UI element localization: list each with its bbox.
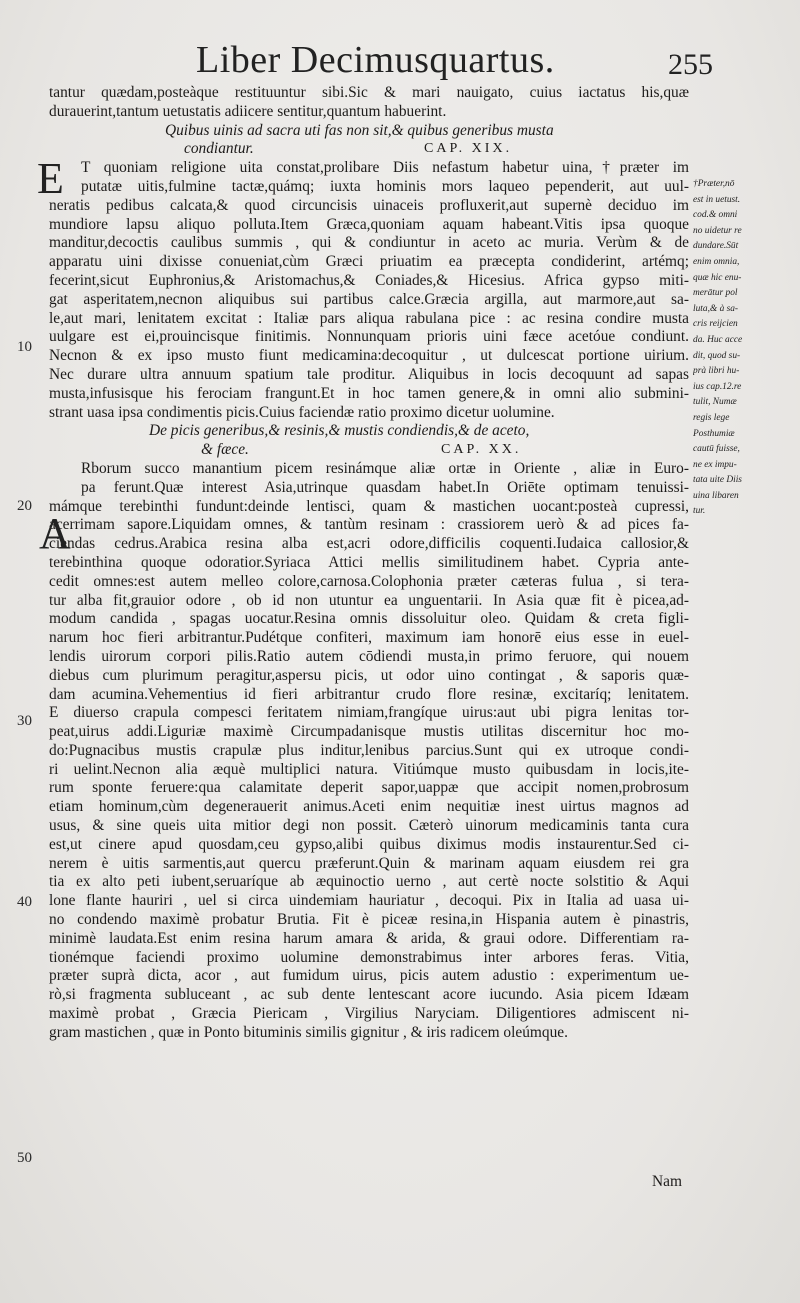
margin-note-line: ne ex impu- bbox=[693, 459, 737, 470]
catchword: Nam bbox=[652, 1173, 682, 1190]
margin-note-line: est in uetust. bbox=[693, 194, 741, 205]
chapter-heading-tail: condiantur. bbox=[184, 140, 254, 158]
text-line: gat asperitatem,necnon aliquibus sui partibus calce.Græcia argilla, aut marmore,aut sa- bbox=[49, 290, 689, 308]
text-line: rò,si fragmenta subluceant , ac sub dente lentescant acore iucundo. Asia picem Idæam bbox=[49, 986, 689, 1004]
text-line: terebinthina quoque odoratior.Syriaca Attici mellis similitudinem habet. Cypria ante- bbox=[49, 553, 689, 571]
line-number-20: 20 bbox=[17, 498, 32, 514]
text-line: uulgare est ei,prouincisque finitimis. Nonnunquam prioris uini fæce acetóue condiunt. bbox=[49, 328, 689, 346]
text-line: minimè laudata.Est enim resina harum amara & arida, & graui odore. Differentiam ra- bbox=[49, 929, 689, 947]
text-line: do:Pugnacibus mustis crapulæ plus inditur,lenibus parcius.Sunt qui ex utroque condi- bbox=[49, 741, 689, 759]
text-line: acerrimam sapore.Liquidam omnes, & tantùm resinam : crassiorem uerò & ad pices fa- bbox=[49, 516, 689, 534]
text-line: narum hoc fieri arbitrantur.Pudétque confiteri, maximum iam honorē eius esse in euel- bbox=[49, 629, 689, 647]
text-line: neratis pedibus calcata,& quod circuncisis uinaceis profluxerit,aut supernè deciduo im bbox=[49, 196, 689, 214]
text-line: apparatu uini dixisse conueniat,cùm Græci priuatim ea præcepta condiderint, artémq; bbox=[49, 253, 689, 271]
text-line: maximè probat , Græcia Piericam , Virgilius Naryciam. Diligentiores admiscent ni- bbox=[49, 1005, 689, 1023]
text-line: le,aut mari, lenitatem excitat : Italiæ pars aliqua rabulana pice : ac resina condire musta bbox=[49, 309, 689, 327]
chapter-heading-line bbox=[49, 441, 689, 460]
margin-note-line: regis lege bbox=[693, 412, 730, 423]
chapter-heading-tail: & fæce. bbox=[201, 441, 249, 459]
text-line: gram mastichen , quæ in Ponto bituminis similis gignitur , & iris radicem oleúmque. bbox=[49, 1023, 568, 1041]
main-text-block bbox=[17, 84, 689, 1166]
text-line: pa ferunt.Quæ interest Asia,utrinque quasdam habet.In Oriēte optimam tenuissi- bbox=[81, 478, 689, 496]
margin-note-line: uina libaren bbox=[693, 490, 739, 501]
chapter-heading: Quibus uinis ad sacra uti fas non sit,& quibus generibus musta bbox=[165, 121, 554, 139]
margin-note-line: cod.& omni bbox=[693, 210, 738, 221]
text-line: mundiore lapsu aliquo polluta.Item Græca,quoniam aquam habeant.Vitis ipsa quoque bbox=[49, 215, 689, 233]
text-line: peat,uirus addi.Liguriæ maximè Circumpadanisque mustis utilitas discernitur hoc mo- bbox=[49, 723, 689, 741]
text-line: lendis uirorum corpori pilis.Ratio autem cōdiendi musta,in primo feruore, qui nouem bbox=[49, 647, 689, 665]
text-line: putatæ uitis,fulmine tactæ,quámq; iuxta hominis mors laqueo pependerit, aut uul- bbox=[81, 177, 689, 195]
text-line: lone flante hauriri , uel si circa uindemiam hauriatur , decoqui. Pix in Italia ad uasa ui- bbox=[49, 892, 689, 910]
margin-note-line: dundare.Sūt bbox=[693, 241, 739, 252]
text-line: dam acumina.Vehementius id fieri arbitrantur crudo flore resinæ, excitaríq; lenitatem. bbox=[49, 685, 689, 703]
margin-note-line: quæ hic enu- bbox=[693, 272, 742, 283]
margin-note-line: dit, quod su- bbox=[693, 350, 741, 361]
margin-note-line: tulit, Numæ bbox=[693, 397, 737, 408]
text-line: modum candida , spagas uocatur.Resina omnis dissoluitur oleo. Quidam & creta figli- bbox=[49, 610, 689, 628]
text-line: Rborum succo manantium picem resinámque aliæ ortæ in Oriente , aliæ in Euro- bbox=[81, 459, 689, 477]
line-number-30: 30 bbox=[17, 713, 32, 729]
line-number-50: 50 bbox=[17, 1150, 32, 1166]
text-line: rum sponte feruere:qua calamitate deperit sapor,uappæ que accipit nomen,probrosum bbox=[49, 779, 689, 797]
text-line: usus, & sine queis uita mitior degi non possit. Cæterò uinorum medicaminis tanta cura bbox=[49, 817, 689, 835]
line-number-10: 10 bbox=[17, 339, 32, 355]
text-line: Nec durare ultra annuum spatium tale proditur. Aliquibus in locis decoquunt ad sapas bbox=[49, 365, 689, 383]
text-line: E diuerso crapula compesci feritatem nimiam,frangíque uirus:aut ubi pigra lenitas tor- bbox=[49, 704, 689, 722]
text-line: nerem è uitis sarmentis,aut quercu præferunt.Quin & marinam aquam eiusdem rei gra bbox=[49, 854, 689, 872]
text-line: cedit omnes:est autem melleo colore,carnosa.Colophonia præter cæteras fulua , si tera- bbox=[49, 572, 689, 590]
text-line: strant uasa ipsa condimentis picis.Cuius faciendæ ratio proximo dicetur uolumine. bbox=[49, 403, 555, 421]
text-line: præter suprà dicta, acor , aut fumidum uirus, picis autem adustio : experimentum ue- bbox=[49, 967, 689, 985]
margin-note-line: prà libri hu- bbox=[693, 366, 740, 377]
margin-note-line: †Præter,nō bbox=[693, 179, 735, 189]
chapter-heading: De picis generibus,& resinis,& mustis condiendis,& de aceto, bbox=[149, 422, 530, 440]
margin-note-line: merātur pol bbox=[693, 288, 738, 299]
text-line: tionémque faciendi proximo uolumine demonstrabimus inter arbores feras. Vitia, bbox=[49, 948, 689, 966]
text-line: fecerint,sicut Euphronius,& Aristomachus,& Coniades,& Hicesius. Africa gypso miti- bbox=[49, 271, 689, 289]
chapter-label: CAP. XX. bbox=[441, 442, 522, 458]
text-line: mámque terebinthi fundunt:deinde lentisci, quam & mastichen uocant:posteà cupressi, bbox=[49, 497, 689, 515]
text-line: diebus cum plurimum peragitur,aspersu picis, ut odor uino contingat , & saporis quæ- bbox=[49, 666, 689, 684]
margin-note-line: enim omnia, bbox=[693, 256, 740, 267]
text-line: manditur,decoctis caulibus summis , qui & condiuntur in aceto ac muria. Verùm & de bbox=[49, 234, 689, 252]
drop-cap: A bbox=[39, 509, 71, 558]
text-line: tantur quædam,posteàque restituuntur sibi.Sic & mari nauigato, cuius iactatus his,quæ bbox=[49, 84, 689, 101]
text-line: T quoniam religione uita constat,prolibare Diis nefastum habetur uina,†præter im bbox=[81, 159, 689, 177]
margin-note-line: tur. bbox=[693, 506, 706, 517]
text-line: tur alba fit,grauior odore , ob id non utuntur ea unguentarii. In Asia quæ fit è picea,ad- bbox=[49, 591, 689, 609]
text-line: etiam hominum,cùm degenerauerit animus.Aceti enim nequitiæ inest uirtus magnos ad bbox=[49, 798, 689, 816]
line-number-40: 40 bbox=[17, 894, 32, 910]
text-line: ciendas cedrus.Arabica resina alba est,acri odore,difficilis coquenti.Iudaica callosior,& bbox=[49, 535, 689, 553]
text-line: musta,infusisque his ferociam frangunt.Et in hoc tamen genere,& in omni alio submini- bbox=[49, 384, 689, 402]
text-line: durauerint,tantum uetustatis adiicere sentitur,quantum habuerint. bbox=[49, 102, 447, 120]
page-number: 255 bbox=[668, 48, 713, 81]
text-line: ri uelint.Necnon alia æquè multiplici natura. Vitiúmque musto quibusdam in locis,ite- bbox=[49, 760, 689, 778]
margin-note bbox=[693, 177, 769, 520]
margin-note-line: no uidetur re bbox=[693, 225, 742, 236]
margin-note-line: cautū fuisse, bbox=[693, 444, 740, 455]
text-line: no condendo maximè probatur Brutia. Fit è piceæ resina,in Hispania autem è pinastris, bbox=[49, 911, 689, 929]
margin-note-line: ius cap.12.re bbox=[693, 381, 742, 392]
margin-note-line: tata uite Diis bbox=[693, 475, 742, 486]
margin-note-line: Posthumiæ bbox=[693, 428, 735, 439]
chapter-heading-line bbox=[49, 140, 689, 159]
chapter-label: CAP. XIX. bbox=[424, 141, 513, 157]
margin-note-line: da. Huc acce bbox=[693, 334, 743, 345]
text-line: Necnon & ex ipso musto fiunt medicamina:decoquitur , ut dulcescat portione uirium. bbox=[49, 347, 689, 365]
text-line: est,ut cinere apud quosdam,ceu gypso,alibi quibus diximus modis instaurentur.Sed ci- bbox=[49, 835, 689, 853]
margin-note-line: luta,& à sa- bbox=[693, 303, 739, 314]
running-title: Liber Decimusquartus. bbox=[196, 39, 555, 81]
text-line: tia ex alto peti iubent,seruaríque ab æquinoctio uerno , aut certè nocte solstitio & Aqui bbox=[49, 873, 689, 891]
margin-note-line: cris reijcien bbox=[693, 319, 738, 330]
drop-cap: E bbox=[37, 154, 64, 203]
